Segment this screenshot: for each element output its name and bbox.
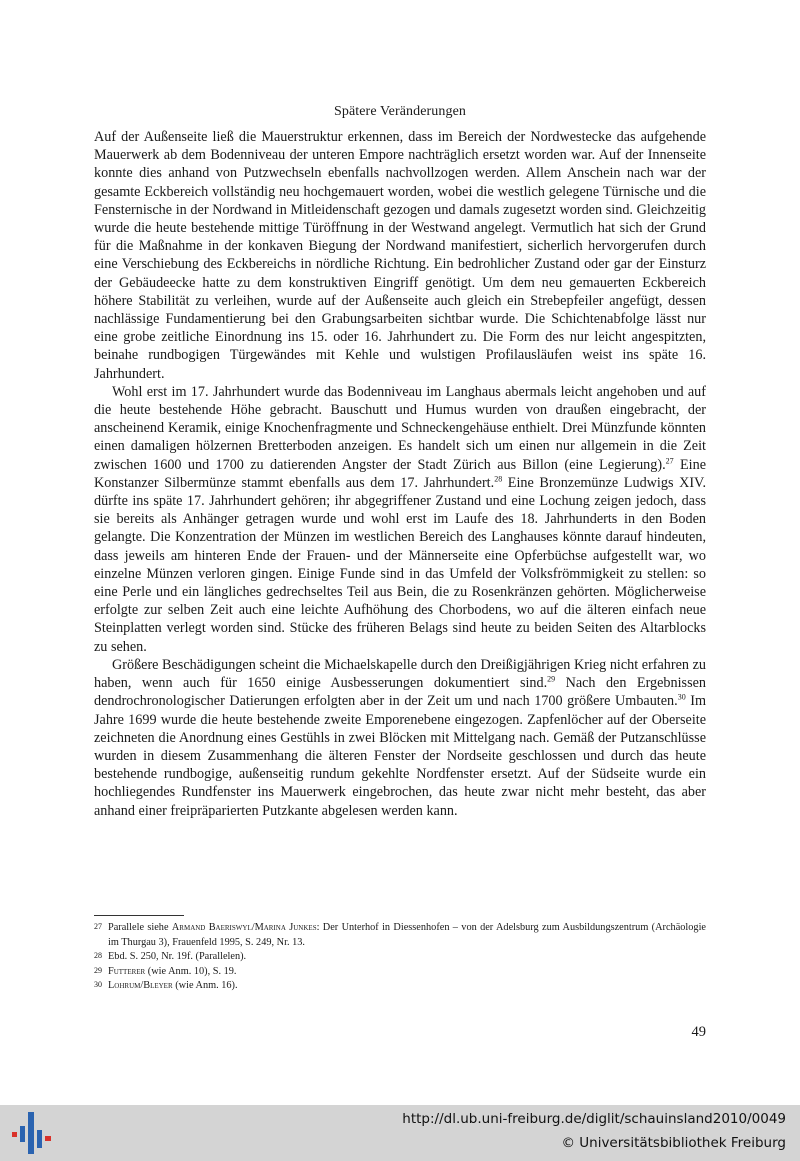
footnote [94,950,706,965]
page-number: 49 [691,1024,706,1040]
paragraph-text: Eine Konstanzer Silbermünze stammt ebenfalls aus dem 17. Jahrhundert. [94,456,707,491]
footnotes [94,921,706,994]
footnote-reference: 28 [494,474,503,484]
paragraph-text: Auf der Außenseite ließ die Mauerstruktur erkennen, dass im Bereich der Nordwestecke das aufgehende Mauerwerk ab dem Bodenniveau der unteren Empore nachträglich ersetzt worden war. Auf der Innenseite konnte dies anhand von Putzwechseln ebenfalls nachvollzogen werden. Allem Anschein nach war der gesamte Eckbereich vollständig neu hochgemauert worden, wobei die westlich gelegene Türnische und die Fensternische in der Nordwand in Mitleidenschaft gezogen und damals zugesetzt worden sind. Gleichzeitig wurde die heute bestehende mittige Türöffnung in der Westwand angelegt. Vermutlich hat sich der Grund für die Maßnahme in der konkaven Biegung der Nordwand manifestiert, sicherlich hervorgerufen durch eine Verschiebung des Eckbereichs in nördliche Richtung. Ein bedrohlicher Zustand oder gar der Einsturz der Gebäudeecke hatte zu dem konstruktiven Eingriff genötigt. Um dem neu gemauerten Eckbereich höhere Stabilität zu verleihen, wurde auf der Außenseite auch gleich ein Strebepfeiler angefügt, dessen nachlässige Fundamentierung bei den Grabungsarbeiten sichtbar wurde. Die Schichtenabfolge lässt nur eine grobe zeitliche Einordnung ins 15. oder 16. Jahrhundert zu. Die Form des nur leicht angespitzten, beinahe rundbogigen Türgewändes mit Kehle und wulstigen Profilausläufen weist ins späte 16. Jahrhundert. [94,129,706,382]
footnote-text: (wie Anm. 10), S. 19. [145,965,237,977]
footnote-reference: 30 [677,692,686,702]
author-name: Armand Baeriswyl/Marina Junkes [171,922,317,933]
paragraph-text: Eine Bronzemünze Ludwigs XIV. dürfte ins späte 17. Jahrhundert gehören; ihr abgegriffener Zustand und eine Lochung zeigen jedoch, dass sie bereits als Anhänger getragen wurde und wohl erst im Laufe des 18. Jahrhunderts in den Boden gelangte. Die Konzentration der Münzen im westlichen Bereich des Langhauses könnte darauf hindeuten, dass jeweils am hinteren Ende der Frauen- und der Männerseite eine Opferbüchse aufgestellt war, wo einzelne Münzen verloren gingen. Einige Funde sind in das Umfeld der Volksfrömmigkeit zu stellen: so eine Perle und ein längliches gedrechseltes Teil aus Bein, die zu Rosenkränzen gehörten. Möglicherweise erfolgte zur selben Zeit auch eine leichte Aufhöhung des Chorbodens, wo auf die älteren einfach neue Steinplatten verlegt worden sind. Stücke des früheren Belags sind heute zu beiden Seiten des Altarblocks zu sehen. [94,474,707,655]
ub-freiburg-logo-icon [10,1110,54,1156]
footnote-number: 29 [94,965,102,975]
author-name: Futterer [108,965,146,977]
paragraph-text: Größere Beschädigungen scheint die Michaelskapelle durch den Dreißigjährigen Krieg nicht erfahren zu haben, wenn auch für 1650 einige Ausbesserungen dokumentiert sind. [94,656,706,692]
footnote-text: Parallele siehe [108,922,172,933]
body-text [94,128,706,820]
footnote-number: 28 [94,951,102,961]
footnote-text: Ebd. S. 250, Nr. 19f. (Parallelen). [108,951,247,963]
paragraph-text: Nach den Ergebnissen dendrochronologischer Datierungen erfolgten aber in der Zeit um und nach 1700 größere Umbauten. [94,675,706,710]
footnote-number: 30 [94,980,102,990]
paragraph-text: Im Jahre 1699 wurde die heute bestehende zweite Emporenebene eingezogen. Zapfenlöcher auf der Oberseite zeichneten die Anordnung eines Gestühls in zwei Blöcken mit Mittelgang nach. Gemäß der Putzanschlüsse wurden in diesem Zusammenhang die älteren Fenster der Nordseite geschlossen und durch das heute bestehende rundbogige, außenseitig rundum gekehlte Nordfenster ersetzt. Auf der Südseite wurde ein hochliegendes Rundfenster ins Mauerwerk eingebrochen, das heute zwar nicht mehr besteht, das aber anhand einer freipräparierten Putzkante abgelesen werden kann. [94,693,706,819]
footnote-number: 27 [94,922,102,931]
footnote-text: (wie Anm. 16). [172,980,238,992]
footnote-text: : Der Unterhof in Diessenhofen – von der Adelsburg zum Ausbildungszentrum (Archäologie im Thurgau 3), Frauenfeld 1995, S. 249, Nr. 13. [108,922,707,948]
body-paragraph [94,383,706,656]
footnote-rule [94,915,184,916]
footnote [94,965,706,980]
footnote [94,921,706,950]
author-name: Lohrum/Bleyer [108,980,173,992]
footnote-reference: 29 [547,674,556,684]
footnote [94,979,706,994]
body-paragraph [94,656,706,820]
running-head: Spätere Veränderungen [333,104,467,119]
footer-copyright: © Universitätsbibliothek Freiburg [561,1135,786,1151]
footnote-reference: 27 [665,455,674,465]
body-paragraph [94,128,706,383]
paragraph-text: Wohl erst im 17. Jahrhundert wurde das Bodenniveau im Langhaus abermals leicht angehoben und auf die heute bestehende Höhe gebracht. Bauschutt und Humus wurden von draußen eingebracht, der anscheinend Keramik, einige Knochenfragmente und Schneckengehäuse enthielt. Drei Münzfunde könnten einen damaligen hölzernen Bretterboden anzeigen. Es handelt sich um einen nur allgemein in die Zeit zwischen 1600 und 1700 zu datierenden Angster der Stadt Zürich aus Billon (eine Legierung). [94,383,706,473]
footer-url-link[interactable]: http://dl.ub.uni-freiburg.de/diglit/schauinsland2010/0049 [402,1111,786,1127]
